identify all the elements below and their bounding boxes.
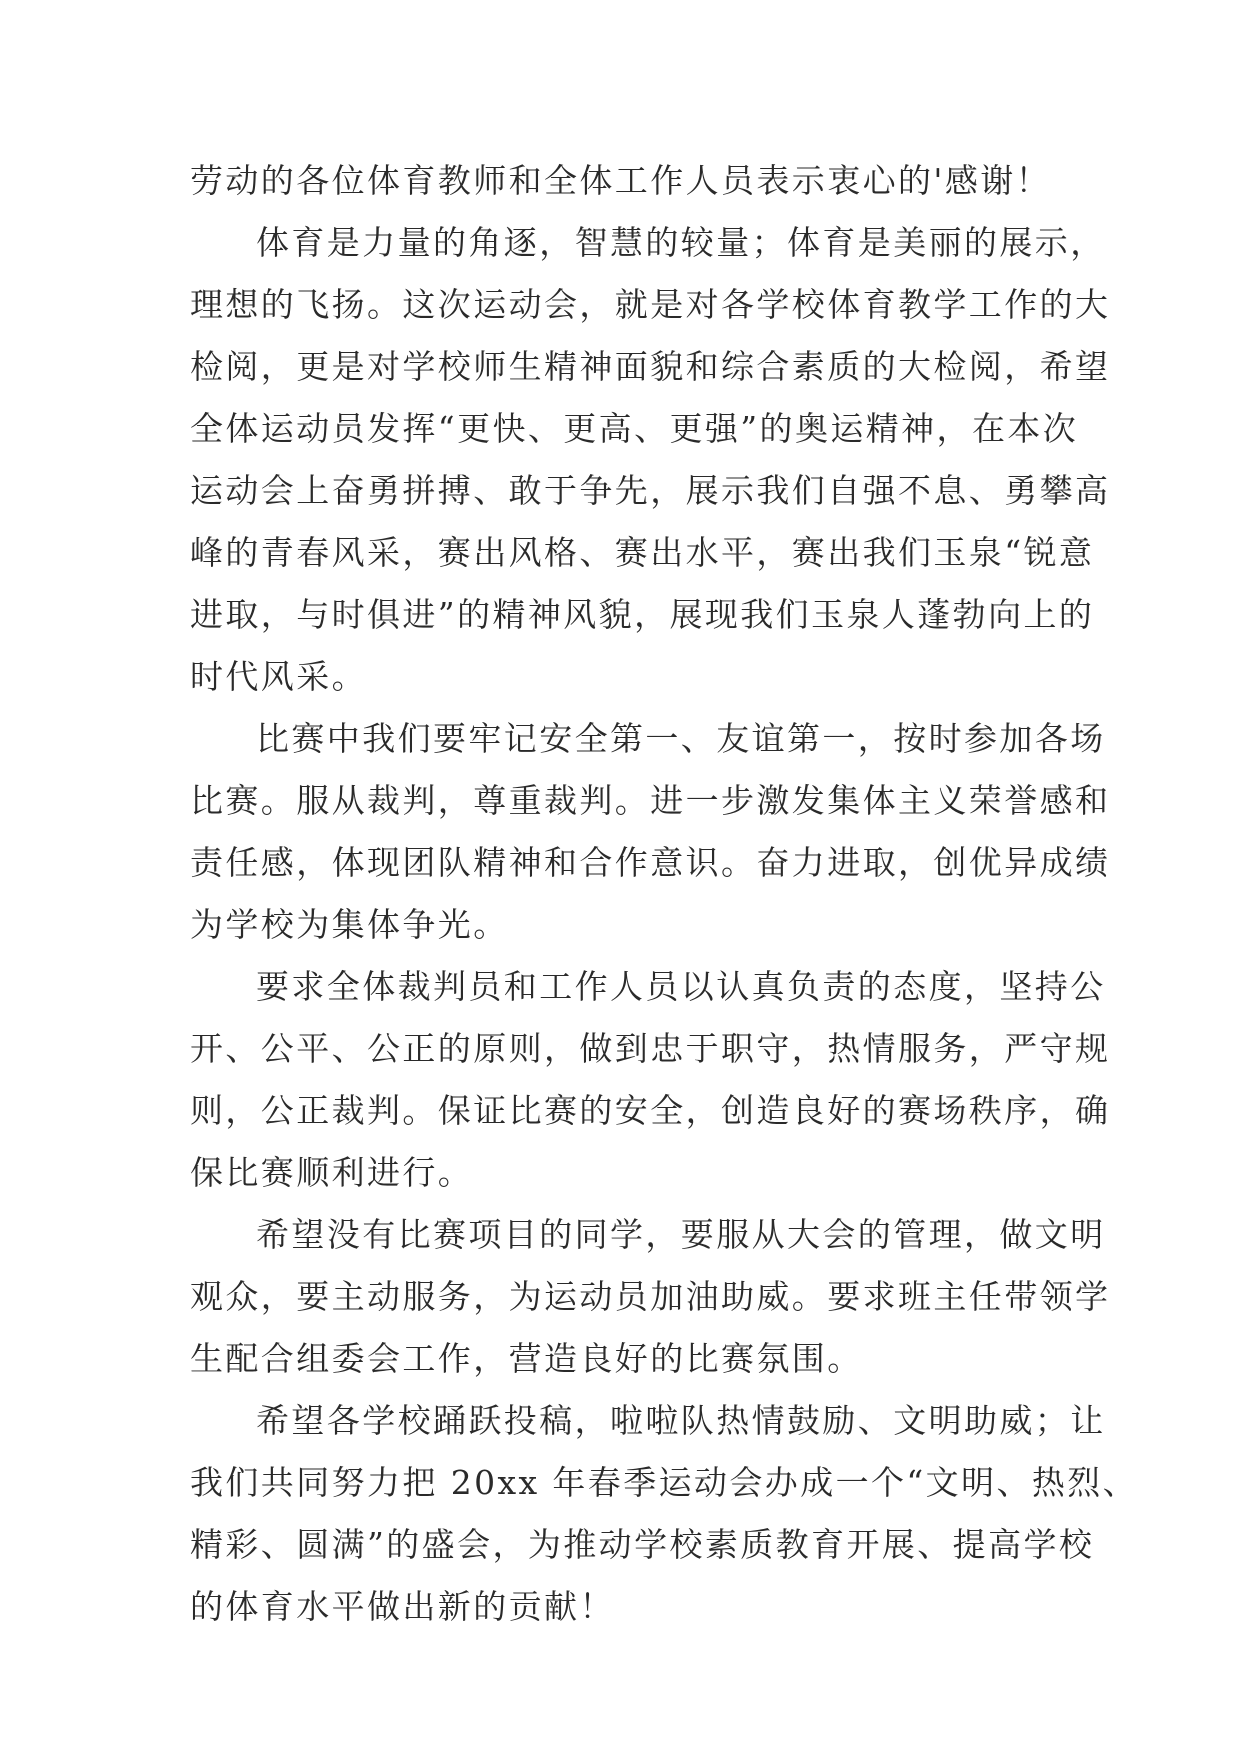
text-line: 检阅，更是对学校师生精神面貌和综合素质的大检阅，希望: [190, 347, 1111, 386]
text-line: 峰的青春风采，赛出风格、赛出水平，赛出我们玉泉“锐意: [190, 533, 1095, 572]
text-line: 责任感，体现团队精神和合作意识。奋力进取，创优异成绩: [190, 843, 1111, 882]
text-line: 生配合组委会工作，营造良好的比赛氛围。: [190, 1339, 863, 1378]
paragraph-thanks: [190, 150, 1070, 212]
text-line: 比赛中我们要牢记安全第一、友谊第一，按时参加各场: [256, 719, 1106, 758]
text-line: 希望没有比赛项目的同学，要服从大会的管理，做文明: [256, 1215, 1106, 1254]
text-line: 观众，要主动服务，为运动员加油助威。要求班主任带领学: [190, 1277, 1111, 1316]
text-line: 要求全体裁判员和工作人员以认真负责的态度，坚持公: [256, 967, 1106, 1006]
paragraph-referees: [190, 956, 1111, 1204]
paragraph-closing: [190, 1390, 1139, 1638]
paragraph-sports-spirit: [190, 212, 1111, 708]
text-line: 开、公平、公正的原则，做到忠于职守，热情服务，严守规: [190, 1029, 1111, 1068]
text-line: 则，公正裁判。保证比赛的安全，创造良好的赛场秩序，确: [190, 1091, 1111, 1130]
text-line: 比赛。服从裁判，尊重裁判。进一步激发集体主义荣誉感和: [190, 781, 1111, 820]
text-line: 理想的飞扬。这次运动会，就是对各学校体育教学工作的大: [190, 285, 1111, 324]
text-line: 的体育水平做出新的贡献！: [190, 1587, 615, 1626]
paragraph-competition-rules: [190, 708, 1111, 956]
text-line: 体育是力量的角逐，智慧的较量；体育是美丽的展示，: [256, 223, 1106, 262]
text-line: 希望各学校踊跃投稿，啦啦队热情鼓励、文明助威；让: [256, 1401, 1106, 1440]
paragraph-audience: [190, 1204, 1111, 1390]
text-line: 精彩、圆满”的盛会，为推动学校素质教育开展、提高学校: [190, 1525, 1095, 1564]
text-line: 进取，与时俱进”的精神风貌，展现我们玉泉人蓬勃向上的: [190, 595, 1095, 634]
text-line: 时代风采。: [190, 657, 367, 696]
text-line: 为学校为集体争光。: [190, 905, 509, 944]
text-line: 保比赛顺利进行。: [190, 1153, 474, 1192]
text-line: 全体运动员发挥“更快、更高、更强”的奥运精神，在本次: [190, 409, 1079, 448]
text-line: 劳动的各位体育教师和全体工作人员表示衷心的'感谢！: [190, 161, 1052, 200]
text-line: 我们共同努力把 20xx 年春季运动会办成一个“文明、热烈、: [190, 1463, 1139, 1502]
document-body: [190, 150, 1139, 1638]
text-line: 运动会上奋勇拼搏、敢于争先，展示我们自强不息、勇攀高: [190, 471, 1111, 510]
